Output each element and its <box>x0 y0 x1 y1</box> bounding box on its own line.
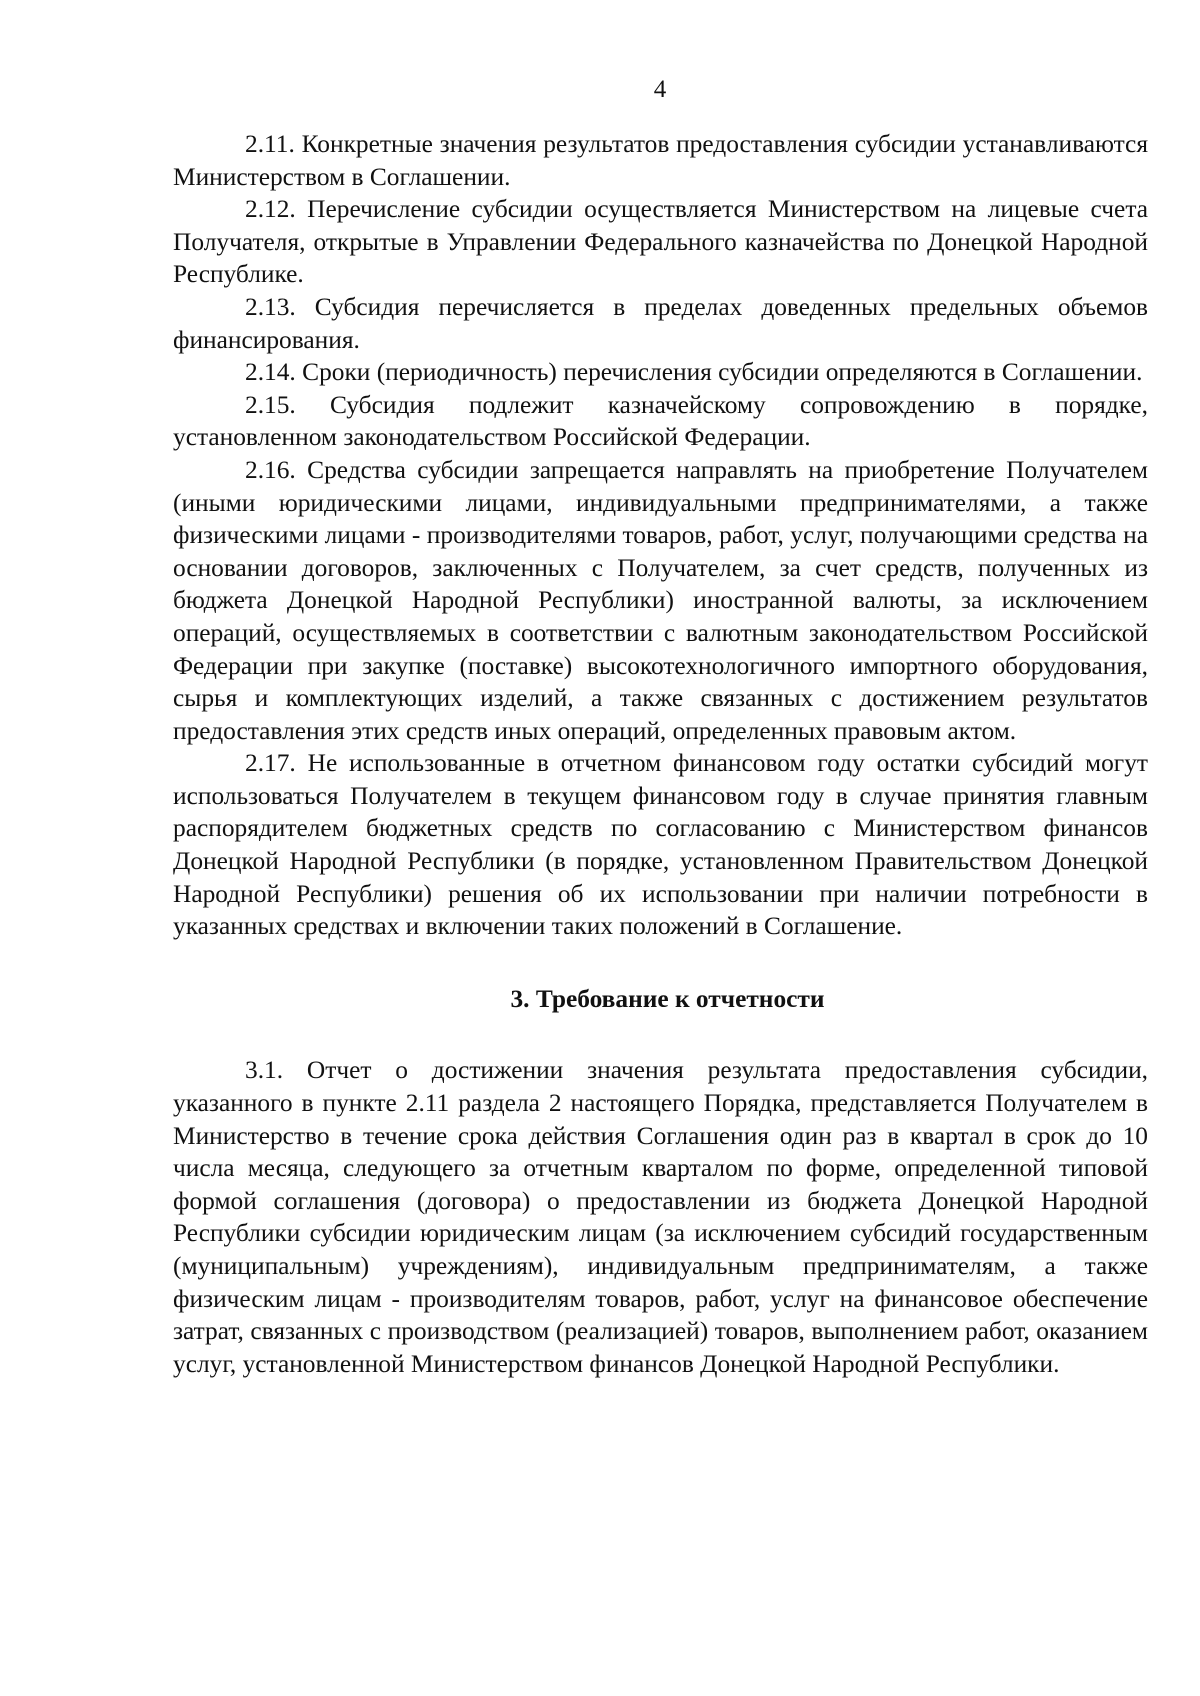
paragraph-2-12: 2.12. Перечисление субсидии осуществляется Министерством на лицевые счета Получателя, открытые в Управлении Федерального казначейства по Донецкой Народной Республике. <box>173 195 1148 289</box>
paragraph-2-15: 2.15. Субсидия подлежит казначейскому сопровождению в порядке, установленном законодательством Российской Федерации. <box>173 390 1148 452</box>
paragraph-2-13: 2.13. Субсидия перечисляется в пределах доведенных предельных объемов финансирования. <box>173 292 1148 354</box>
document-body <box>173 128 1148 1380</box>
section-heading: 3. Требование к отчетности <box>510 984 825 1013</box>
paragraph-3-1: 3.1. Отчет о достижении значения результата предоставления субсидии, указанного в пункте 2.11 раздела 2 настоящего Порядка, представляется Получателем в Министерство в течение срока действия Соглашения один раз в квартал в срок до 10 числа месяца, следующего за отчетным кварталом по форме, определенной типовой формой соглашения (договора) о предоставлении из бюджета Донецкой Народной Республики субсидии юридическим лицам (за исключением субсидий государственным (муниципальным) учреждениям), индивидуальным предпринимателям, а также физическим лицам - производителям товаров, работ, услуг на финансовое обеспечение затрат, связанных с производством (реализацией) товаров, выполнением работ, оказанием услуг, установленной Министерством финансов Донецкой Народной Республики. <box>173 1056 1148 1378</box>
paragraph-2-14: 2.14. Сроки (периодичность) перечисления субсидии определяются в Соглашении. <box>245 358 1143 387</box>
page-number: 4 <box>653 76 667 103</box>
paragraph-2-17: 2.17. Не использованные в отчетном финансовом году остатки субсидий могут использоваться Получателем в текущем финансовом году в случае принятия главным распорядителем бюджетных средств по согласованию с Министерством финансов Донецкой Народной Республики (в порядке, установленном Правительством Донецкой Народной Республики) решения об их использовании при наличии потребности в указанных средствах и включении таких положений в Соглашение. <box>173 749 1148 941</box>
paragraph-2-16: 2.16. Средства субсидии запрещается направлять на приобретение Получателем (иными юридическими лицами, индивидуальными предпринимателями, а также физическими лицами - производителями товаров, работ, услуг, получающими средства на основании договоров, заключенных с Получателем, за счет средств, полученных из бюджета Донецкой Народной Республики) иностранной валюты, за исключением операций, осуществляемых в соответствии с валютным законодательством Российской Федерации при закупке (поставке) высокотехнологичного импортного оборудования, сырья и комплектующих изделий, а также связанных с достижением результатов предоставления этих средств иных операций, определенных правовым актом. <box>173 455 1148 745</box>
paragraph-2-11: 2.11. Конкретные значения результатов предоставления субсидии устанавливаются Министерством в Соглашении. <box>173 130 1148 191</box>
